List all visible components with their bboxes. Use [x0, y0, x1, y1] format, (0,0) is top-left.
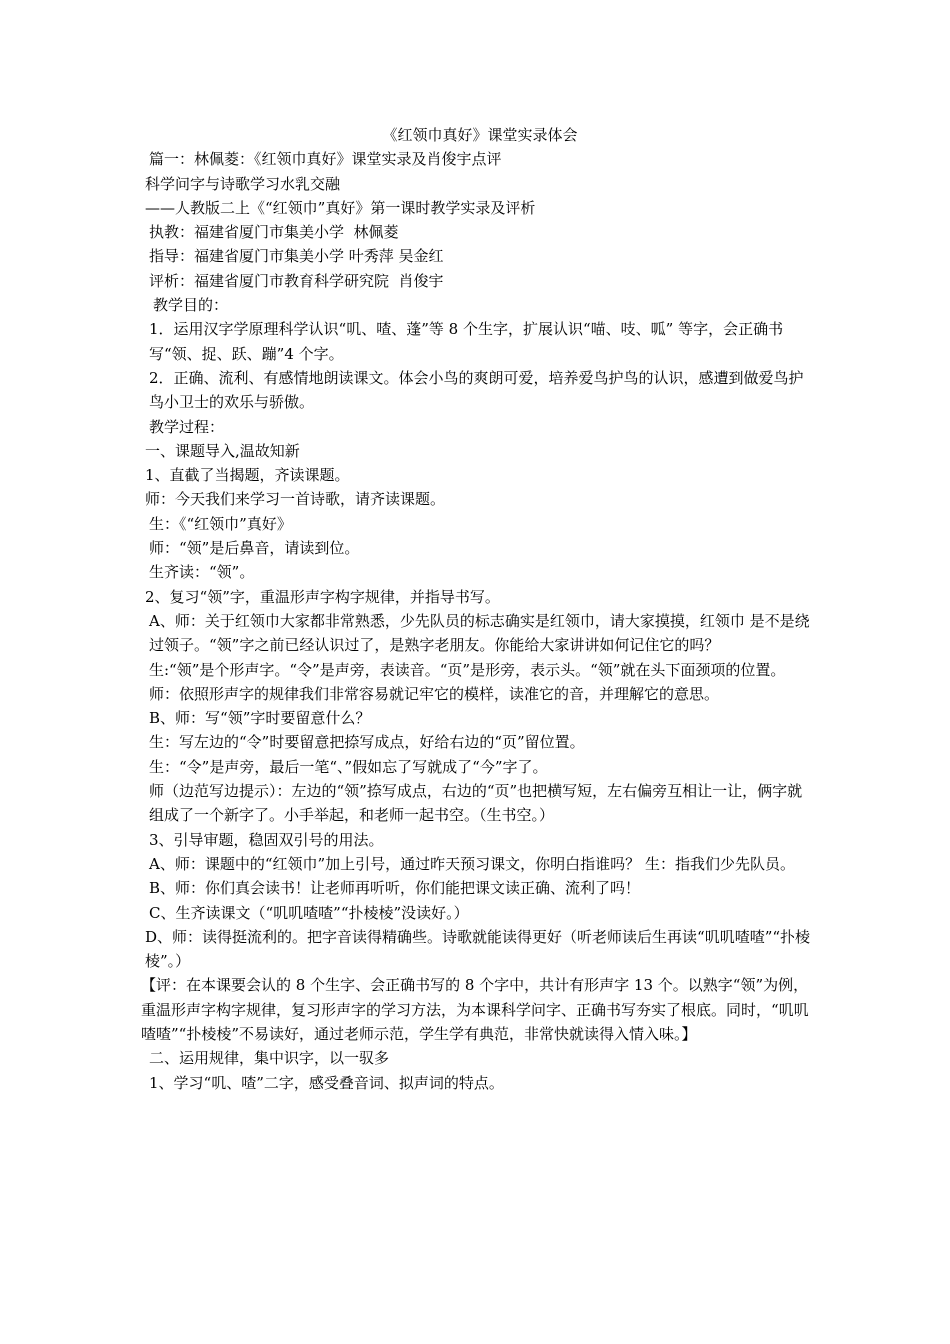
paragraph: A、师：课题中的“红领巾”加上引号，通过昨天预习课文，你明白指谁吗？ 生：指我们少先队员。 [149, 854, 795, 873]
paragraph: 2、复习“领”字，重温形声字构字规律，并指导书写。 [145, 587, 500, 606]
paragraph: 2．正确、流利、有感情地朗读课文。体会小鸟的爽朗可爱，培养爱鸟护鸟的认识，感遭到做爱鸟护鸟小卫士的欢乐与骄傲。 [149, 368, 804, 412]
paragraph: 师：“领”是后鼻音，请读到位。 [149, 539, 360, 558]
paragraph: 师：今天我们来学习一首诗歌，请齐读课题。 [145, 490, 446, 509]
paragraph: 生:“领”是个形声字。“令”是声旁，表读音。“页”是形旁，表示头。“领”就在头下面颈项的位置。 [149, 660, 786, 679]
paragraph: 师（边范写边提示）：左边的“领”捺写成点，右边的“页”也把横写短，左右偏旁互相让一让，俩字就组成了一个新字了。小手举起，和老师一起书空。（生书空。） [149, 782, 803, 825]
paragraph: 【评：在本课要会认的 8 个生字、会正确书写的 8 个字中，共计有形声字 13 个。以熟字“领”为例，重温形声字构字规律，复习形声字的学习方法，为本课科学问字、正确书写夯实了根底。同时，“叽叽喳喳”“扑棱棱”不易读好，通过老师示范，学生学有典范，非常快就读得入情入味。】 [141, 976, 809, 1043]
paragraph: 二、运用规律，集中识字，以一驭多 [149, 1049, 390, 1068]
paragraph: 教学目的： [153, 296, 229, 315]
paragraph: 一、课题导入,温故知新 [145, 441, 300, 460]
paragraph: 1．运用汉字学原理科学认识“叽、喳、蓬”等 8 个生字，扩展认识“喵、吱、呱” 等字，会正确书写“领、捉、跃、蹦”4 个字。 [149, 320, 784, 363]
paragraph: 科学问字与诗歌学习水乳交融 [145, 174, 341, 193]
paragraph: 3、引导审题，稳固双引号的用法。 [149, 830, 384, 849]
document-title: 《红领巾真好》课堂实录体会 [382, 126, 578, 144]
paragraph: B、师：你们真会读书！让老师再听听，你们能把课文读正确、流利了吗！ [149, 879, 641, 898]
paragraph: 教学过程： [149, 417, 225, 436]
paragraph: 生：写左边的“令”时要留意把捺写成点，好给右边的“页”留位置。 [149, 733, 585, 752]
paragraph: 指导：福建省厦门市集美小学 叶秀萍 吴金红 [149, 247, 444, 266]
paragraph: 1、直截了当揭题，齐读课题。 [145, 466, 350, 485]
paragraph: D、师：读得挺流利的。把字音读得精确些。诗歌就能读得更好（听老师读后生再读“叽叽喳喳”“扑棱棱”。） [145, 927, 811, 971]
document-body [141, 147, 815, 1095]
paragraph: 篇一：林佩菱：《红领巾真好》课堂实录及肖俊宇点评 [149, 150, 502, 169]
paragraph: 生：“令”是声旁，最后一笔“、”假如忘了写就成了“今”字了。 [149, 757, 548, 776]
paragraph: 执教：福建省厦门市集美小学 林佩菱 [149, 223, 399, 242]
paragraph: 1、学习“叽、喳”二字，感受叠音词、拟声词的特点。 [149, 1073, 504, 1092]
paragraph: A、师：关于红领巾大家都非常熟悉，少先队员的标志确实是红领巾，请大家摸摸，红领巾 是不是绕过领子。“领”字之前已经认识过了，是熟字老朋友。你能给大家讲讲如何记住它的吗？ [149, 611, 810, 655]
paragraph: ——人教版二上《“红领巾”真好》第一课时教学实录及评析 [145, 198, 536, 217]
paragraph: 生齐读：“领”。 [149, 563, 255, 582]
paragraph: 评析：福建省厦门市教育科学研究院 肖俊宇 [149, 271, 444, 290]
document-page [141, 123, 815, 1095]
paragraph: 生：《“红领巾”真好》 [149, 514, 292, 533]
paragraph: B、师：写“领”字时要留意什么？ [149, 709, 371, 728]
paragraph: 师：依照形声字的规律我们非常容易就记牢它的模样，读准它的音，并理解它的意思。 [149, 684, 720, 703]
paragraph: C、生齐读课文（“叽叽喳喳”“扑棱棱”没读好。） [149, 903, 469, 922]
